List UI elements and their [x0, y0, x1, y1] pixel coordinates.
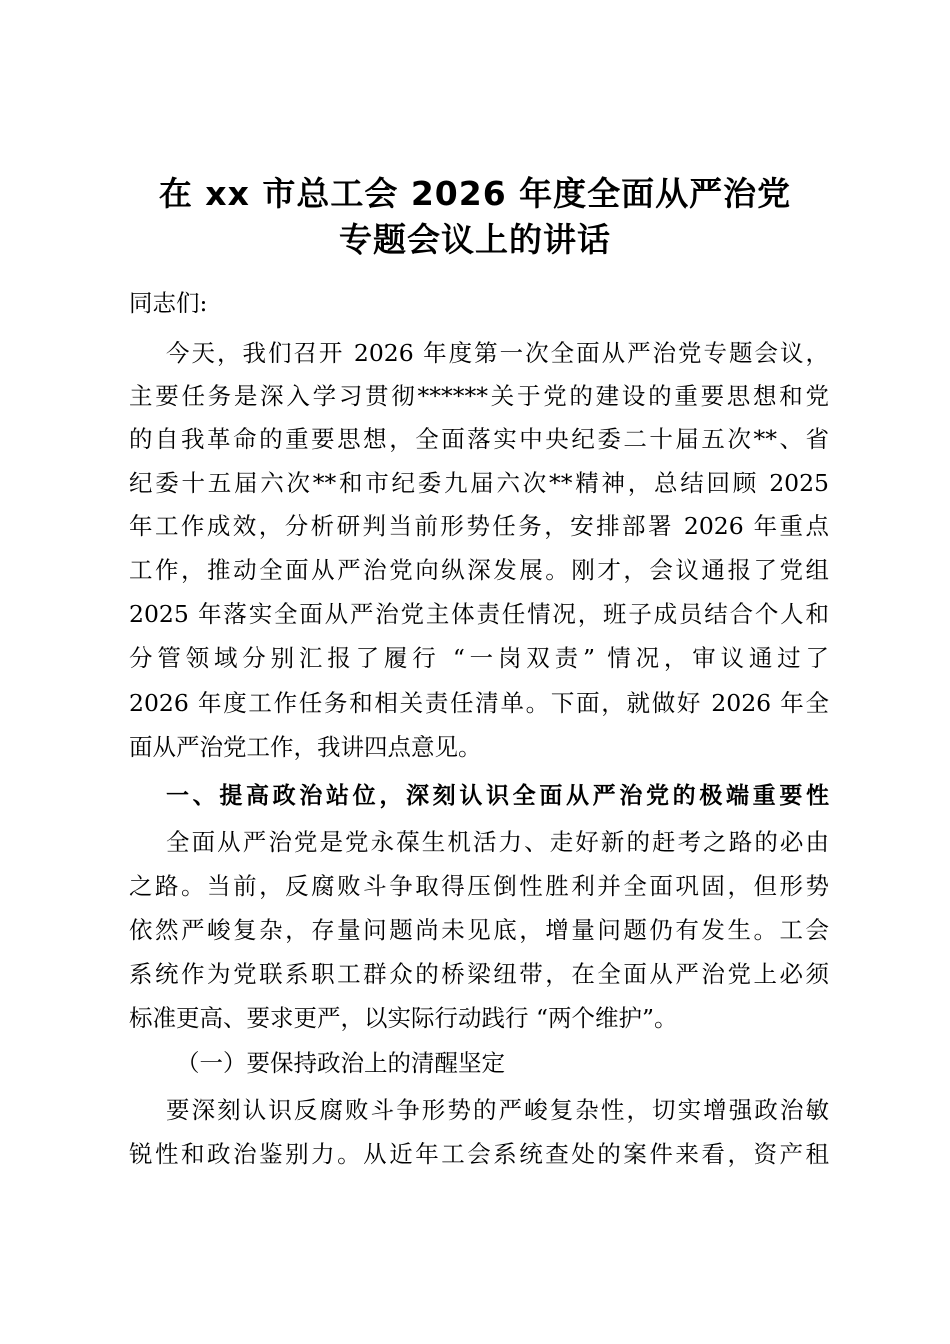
subsection-heading-1: （一）要保持政治上的清醒坚定	[176, 1049, 505, 1077]
intro-line: 年工作成效，分析研判当前形势任务，安排部署 2026 年重点	[129, 512, 829, 540]
section1-line: 依然严峻复杂，存量问题尚未见底，增量问题仍有发生。工会	[129, 916, 829, 944]
section1-line: 标准更高、要求更严，以实际行动践行 “两个维护”。	[129, 1004, 678, 1032]
intro-line: 今天，我们召开 2026 年度第一次全面从严治党专题会议，	[166, 339, 829, 367]
intro-line: 主要任务是深入学习贯彻******关于党的建设的重要思想和党	[129, 382, 829, 410]
section1-line: 系统作为党联系职工群众的桥梁纽带，在全面从严治党上必须	[129, 960, 829, 988]
intro-line: 的自我革命的重要思想，全面落实中央纪委二十届五次**、省	[129, 425, 829, 453]
section1-line: 之路。当前，反腐败斗争取得压倒性胜利并全面巩固，但形势	[129, 872, 829, 900]
intro-line: 纪委十五届六次**和市纪委九届六次**精神，总结回顾 2025	[129, 469, 829, 497]
document-title-line-2: 专题会议上的讲话	[339, 220, 611, 259]
document-title-line-1: 在 xx 市总工会 2026 年度全面从严治党	[158, 174, 792, 213]
intro-line: 2026 年度工作任务和相关责任清单。下面，就做好 2026 年全	[129, 689, 829, 717]
section1-line: 全面从严治党是党永葆生机活力、走好新的赶考之路的必由	[166, 828, 829, 856]
intro-line: 2025 年落实全面从严治党主体责任情况，班子成员结合个人和	[129, 600, 829, 628]
section-heading-1: 一、提高政治站位，深刻认识全面从严治党的极端重要性	[166, 783, 829, 809]
intro-line: 工作，推动全面从严治党向纵深发展。刚才，会议通报了党组	[129, 556, 829, 584]
intro-line: 分管领域分别汇报了履行 “一岗双责” 情况，审议通过了	[129, 644, 829, 672]
subsection1-line: 要深刻认识反腐败斗争形势的严峻复杂性，切实增强政治敏	[166, 1096, 829, 1124]
intro-line: 面从严治党工作，我讲四点意见。	[129, 733, 482, 761]
salutation: 同志们:	[129, 289, 208, 317]
subsection1-line: 锐性和政治鉴别力。从近年工会系统查处的案件来看，资产租	[129, 1140, 829, 1168]
